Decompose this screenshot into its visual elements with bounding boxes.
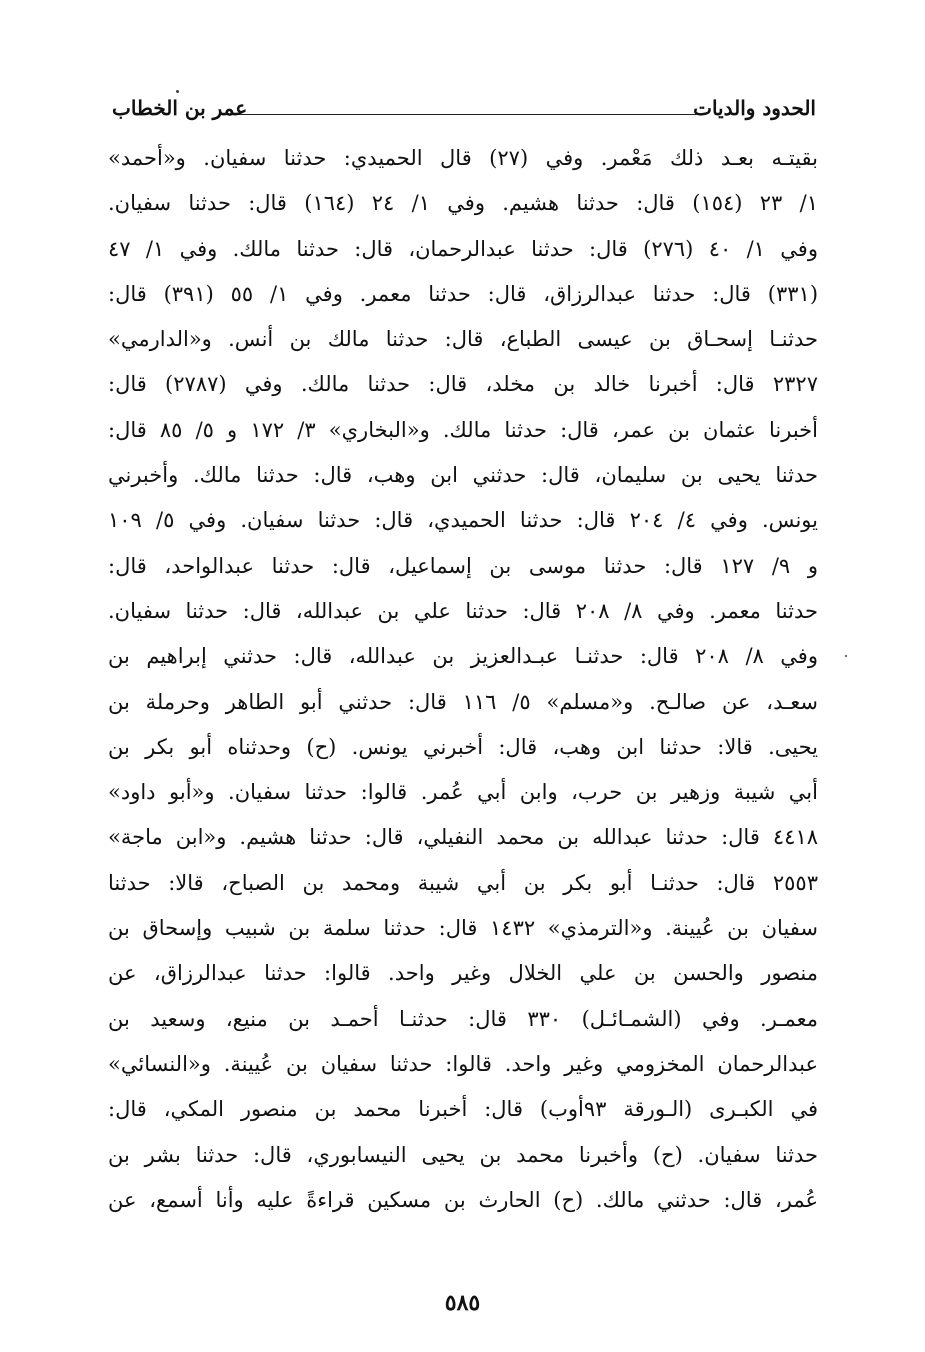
body-text	[108, 136, 818, 1223]
text-line: سفيان بن عُيينة. و«الترمذي» ١٤٣٢ قال: حدثنا سلمة بن شبيب وإسحاق بن	[108, 916, 818, 941]
text-line: ٤٤١٨ قال: حدثنا عبدالله بن محمد النفيلي، قال: حدثنا هشيم. و«ابن ماجة»	[108, 825, 818, 850]
text-line: عُمر، قال: حدثني مالك. (ح) الحارث بن مسكين قراءةً عليه وأنا أسمع، عن	[108, 1187, 818, 1212]
text-line: عبدالرحمان المخزومي وغير واحد. قالوا: حدثنا سفيان بن عُيينة. و«النسائي»	[108, 1051, 818, 1076]
text-line: وفي ١/ ٤٠ (٢٧٦) قال: حدثنا عبدالرحمان، قال: حدثنا مالك. وفي ١/ ٤٧	[108, 236, 818, 261]
text-line: أبي شيبة وزهير بن حرب، وابن أبي عُمر. قالوا: حدثنا سفيان. و«أبو داود»	[108, 780, 818, 805]
scan-speck	[176, 90, 179, 93]
text-line: (٣٣١) قال: حدثنا عبدالرزاق، قال: حدثنا معمر. وفي ١/ ٥٥ (٣٩١) قال:	[108, 281, 818, 306]
text-line: يونس. وفي ٤/ ٢٠٤ قال: حدثنا الحميدي، قال: حدثنا سفيان. وفي ٥/ ١٠٩	[108, 508, 818, 533]
text-line: منصور والحسن بن علي الخلال وغير واحد. قالوا: حدثنا عبدالرزاق، عن	[108, 961, 818, 986]
text-line: و ٩/ ١٢٧ قال: حدثنا موسى بن إسماعيل، قال: حدثنا عبدالواحد، قال:	[108, 553, 818, 578]
text-line: حدثنـا إسحـاق بن عيسى الطباع، قال: حدثنا مالك بن أنس. و«الدارمي»	[108, 327, 818, 352]
text-line: حدثنا معمر. وفي ٨/ ٢٠٨ قال: حدثنا علي بن عبدالله، قال: حدثنا سفيان.	[108, 598, 818, 623]
text-line: ٢٥٥٣ قال: حدثنـا أبو بكر بن أبي شيبة ومحمد بن الصباح، قالا: حدثنا	[108, 870, 818, 895]
page-number: ٥٨٥	[444, 1290, 481, 1316]
running-header	[112, 92, 816, 132]
book-title: عمر بن الخطاب	[112, 96, 248, 120]
text-line: في الكبـرى (الـورقة ٩٣أوب) قال: أخبرنا محمد بن منصور المكي، قال:	[108, 1097, 818, 1122]
text-line: بقيتـه بعـد ذلك مَعْمر. وفي (٢٧) قال الحميدي: حدثنا سفيان. و«أحمد»	[108, 146, 818, 170]
text-line: حدثنا سفيان. (ح) وأخبرنا محمد بن يحيى النيسابوري، قال: حدثنا بشر بن	[108, 1142, 818, 1167]
text-line: حدثنا يحيى بن سليمان، قال: حدثني ابن وهب، قال: حدثنا مالك. وأخبرني	[108, 463, 818, 488]
scan-speck	[845, 655, 847, 657]
header-rule	[230, 114, 698, 115]
text-line: ٢٣٢٧ قال: أخبرنا خالد بن مخلد، قال: حدثنا مالك. وفي (٢٧٨٧) قال:	[108, 372, 818, 397]
text-line: أخبرنا عثمان بن عمر، قال: حدثنا مالك. و«البخاري» ٣/ ١٧٢ و ٥/ ٨٥ قال:	[108, 417, 818, 442]
text-line: سعـد، عن صالـح. و«مسلم» ٥/ ١١٦ قال: حدثني أبو الطاهر وحرملة بن	[108, 689, 818, 714]
text-line: يحيى. قالا: حدثنا ابن وهب، قال: أخبرني يونس. (ح) وحدثناه أبو بكر بن	[108, 734, 818, 759]
text-line: ١/ ٢٣ (١٥٤) قال: حدثنا هشيم. وفي ١/ ٢٤ (١٦٤) قال: حدثنا سفيان.	[108, 191, 818, 216]
text-line: وفي ٨/ ٢٠٨ قال: حدثنـا عبـدالعزيز بن عبدالله، قال: حدثني إبراهيم بن	[108, 644, 818, 669]
text-line: معمـر. وفي (الشمـائـل) ٣٣٠ قال: حدثنـا أحمـد بن منيع، وسعيد بن	[108, 1006, 818, 1031]
section-title: الحدود والديات	[693, 96, 816, 120]
